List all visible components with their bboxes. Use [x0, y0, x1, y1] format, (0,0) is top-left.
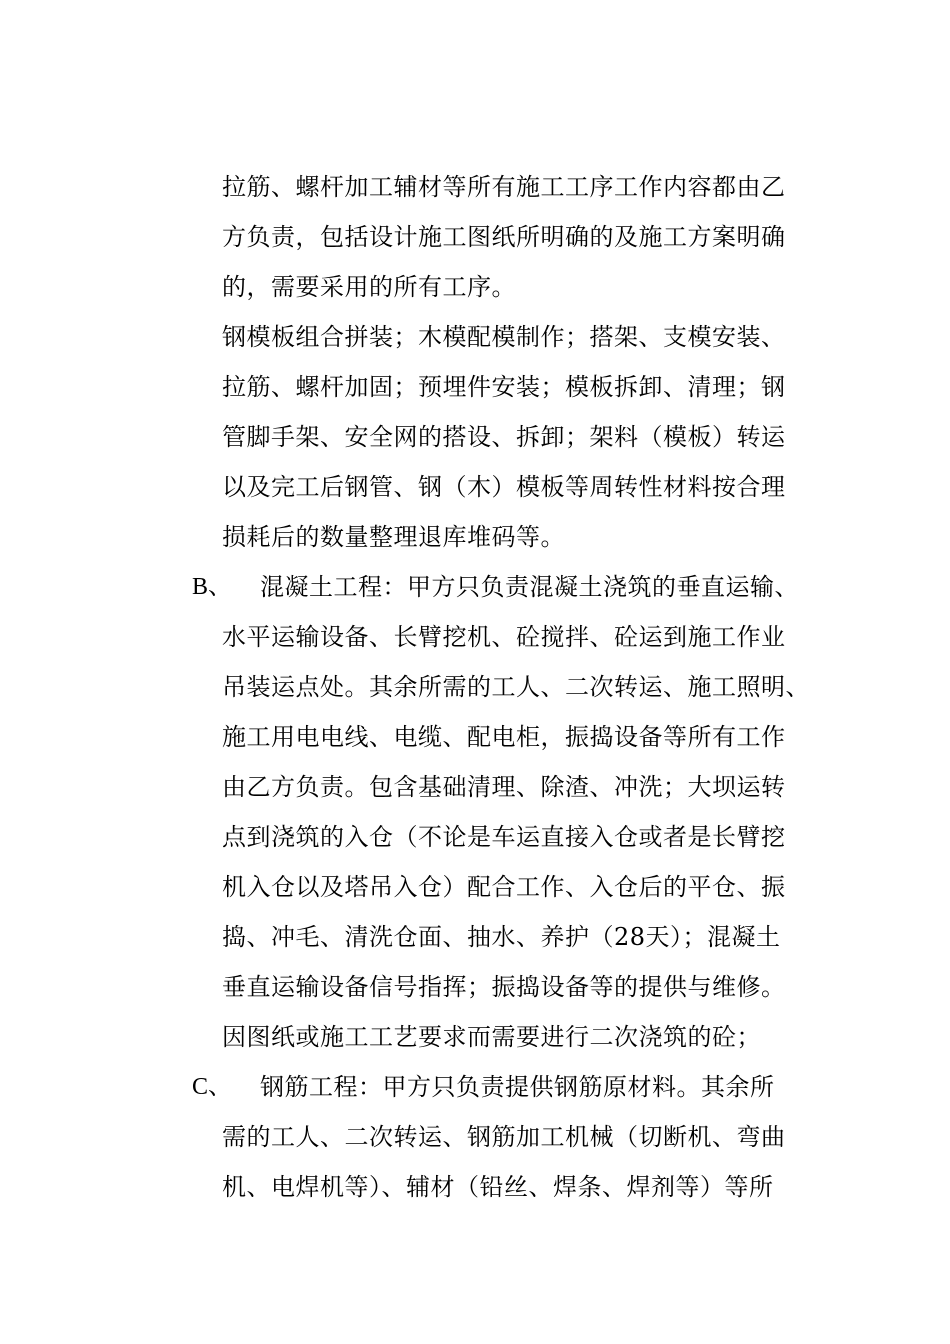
paragraph-line: 垂直运输设备信号指挥；振捣设备等的提供与维修。 — [222, 973, 786, 1001]
section-b-heading: 混凝土工程：甲方只负责混凝土浇筑的垂直运输、 — [260, 573, 799, 601]
paragraph-line: 机入仓以及塔吊入仓）配合工作、入仓后的平仓、振 — [222, 873, 786, 901]
section-b-marker: B、 — [192, 574, 233, 600]
paragraph-line: 机、电焊机等）、辅材（铅丝、焊条、焊剂等）等所 — [222, 1173, 774, 1201]
section-c-marker: C、 — [192, 1074, 233, 1100]
paragraph-line: 方负责，包括设计施工图纸所明确的及施工方案明确 — [222, 223, 786, 251]
paragraph-line: 施工用电电线、电缆、配电柜，振捣设备等所有工作 — [222, 723, 786, 751]
paragraph-line: 损耗后的数量整理退库堆码等。 — [222, 523, 565, 551]
paragraph-line: 需的工人、二次转运、钢筋加工机械（切断机、弯曲 — [222, 1123, 786, 1151]
paragraph-line: 以及完工后钢管、钢（木）模板等周转性材料按合理 — [222, 473, 786, 501]
paragraph-line: 水平运输设备、长臂挖机、砼搅拌、砼运到施工作业 — [222, 623, 786, 651]
paragraph-line: 拉筋、螺杆加工辅材等所有施工工序工作内容都由乙 — [222, 173, 786, 201]
paragraph-line: 拉筋、螺杆加固；预埋件安装；模板拆卸、清理；钢 — [222, 373, 786, 401]
section-c-heading: 钢筋工程：甲方只负责提供钢筋原材料。其余所 — [260, 1073, 775, 1101]
paragraph-line: 因图纸或施工工艺要求而需要进行二次浇筑的砼； — [222, 1023, 761, 1051]
paragraph-line: 捣、冲毛、清洗仓面、抽水、养护（28天）；混凝土 — [222, 923, 781, 951]
paragraph-line: 钢模板组合拼装；木模配模制作；搭架、支模安装、 — [222, 323, 786, 351]
paragraph-line: 由乙方负责。包含基础清理、除渣、冲洗；大坝运转 — [222, 773, 786, 801]
paragraph-line: 管脚手架、安全网的搭设、拆卸；架料（模板）转运 — [222, 423, 786, 451]
paragraph-line: 吊装运点处。其余所需的工人、二次转运、施工照明、 — [222, 673, 810, 701]
paragraph-line: 点到浇筑的入仓（不论是车运直接入仓或者是长臂挖 — [222, 823, 786, 851]
paragraph-line: 的，需要采用的所有工序。 — [222, 273, 516, 301]
